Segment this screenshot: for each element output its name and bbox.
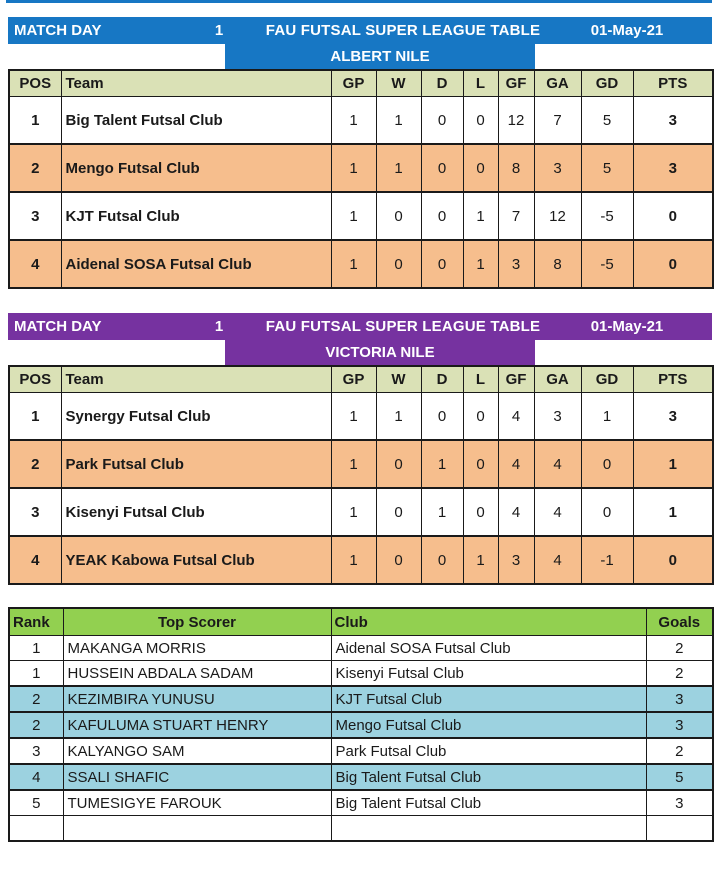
league-title: FAU FUTSAL SUPER LEAGUE TABLE (265, 318, 541, 335)
pos-cell: 2 (9, 144, 61, 192)
column-header-w: W (376, 70, 421, 97)
column-header-gd: GD (581, 366, 633, 393)
scorer-row (9, 764, 713, 790)
column-header-l: L (463, 366, 498, 393)
scorer-cell (63, 816, 331, 842)
team-name-cell: KJT Futsal Club (61, 192, 331, 240)
column-header-ga: GA (534, 70, 581, 97)
rank-cell: 1 (9, 661, 63, 687)
top-edge-band (6, 0, 712, 3)
team-row (9, 192, 713, 240)
column-header-top-scorer: Top Scorer (63, 608, 331, 636)
gp-cell: 1 (331, 144, 376, 192)
l-cell: 0 (463, 97, 498, 145)
ga-cell: 3 (534, 144, 581, 192)
d-cell: 0 (421, 536, 463, 584)
l-cell: 0 (463, 440, 498, 488)
column-header-ga: GA (534, 366, 581, 393)
scorer-row (9, 712, 713, 738)
league-header-row (9, 70, 713, 97)
l-cell: 1 (463, 240, 498, 288)
ga-cell: 8 (534, 240, 581, 288)
team-name-cell: Kisenyi Futsal Club (61, 488, 331, 536)
team-row (9, 240, 713, 288)
column-header-pos: POS (9, 366, 61, 393)
match-day-label: MATCH DAY (14, 318, 102, 335)
column-header-club: Club (331, 608, 646, 636)
scorer-row (9, 816, 713, 842)
ga-cell: 7 (534, 97, 581, 145)
scorer-cell: MAKANGA MORRIS (63, 636, 331, 661)
gf-cell: 4 (498, 393, 534, 441)
team-name-cell: YEAK Kabowa Futsal Club (61, 536, 331, 584)
scorer-cell: TUMESIGYE FAROUK (63, 790, 331, 816)
w-cell: 0 (376, 440, 421, 488)
pos-cell: 2 (9, 440, 61, 488)
match-day-banner (8, 313, 712, 340)
club-cell: Big Talent Futsal Club (331, 764, 646, 790)
club-cell: Kisenyi Futsal Club (331, 661, 646, 687)
column-header-pts: PTS (633, 70, 713, 97)
column-header-team: Team (61, 70, 331, 97)
rank-cell: 2 (9, 686, 63, 712)
gf-cell: 8 (498, 144, 534, 192)
pts-cell: 1 (633, 440, 713, 488)
goals-cell (646, 816, 713, 842)
column-header-gd: GD (581, 70, 633, 97)
club-cell: Park Futsal Club (331, 738, 646, 764)
scorer-row (9, 738, 713, 764)
gf-cell: 12 (498, 97, 534, 145)
ga-cell: 4 (534, 488, 581, 536)
w-cell: 0 (376, 488, 421, 536)
scorer-cell: KAFULUMA STUART HENRY (63, 712, 331, 738)
club-cell (331, 816, 646, 842)
gf-cell: 3 (498, 536, 534, 584)
scorer-cell: KEZIMBIRA YUNUSU (63, 686, 331, 712)
rank-cell (9, 816, 63, 842)
team-name-cell: Park Futsal Club (61, 440, 331, 488)
pts-cell: 0 (633, 192, 713, 240)
w-cell: 1 (376, 144, 421, 192)
rank-cell: 2 (9, 712, 63, 738)
team-row (9, 536, 713, 584)
l-cell: 1 (463, 192, 498, 240)
gp-cell: 1 (331, 440, 376, 488)
match-date: 01-May-21 (590, 22, 664, 39)
team-row (9, 440, 713, 488)
scorer-cell: KALYANGO SAM (63, 738, 331, 764)
scorer-row (9, 636, 713, 661)
pts-cell: 3 (633, 97, 713, 145)
gp-cell: 1 (331, 97, 376, 145)
w-cell: 0 (376, 536, 421, 584)
ga-cell: 4 (534, 440, 581, 488)
top-scorers-table (8, 607, 714, 842)
pos-cell: 3 (9, 192, 61, 240)
l-cell: 1 (463, 536, 498, 584)
team-row (9, 393, 713, 441)
column-header-rank: Rank (9, 608, 63, 636)
gd-cell: 0 (581, 440, 633, 488)
club-cell: Big Talent Futsal Club (331, 790, 646, 816)
d-cell: 1 (421, 440, 463, 488)
column-header-d: D (421, 366, 463, 393)
team-row (9, 97, 713, 145)
d-cell: 0 (421, 192, 463, 240)
team-name-cell: Mengo Futsal Club (61, 144, 331, 192)
d-cell: 0 (421, 240, 463, 288)
goals-cell: 3 (646, 686, 713, 712)
match-day-number: 1 (214, 318, 224, 335)
d-cell: 0 (421, 144, 463, 192)
w-cell: 1 (376, 393, 421, 441)
team-row (9, 144, 713, 192)
w-cell: 0 (376, 240, 421, 288)
team-name-cell: Synergy Futsal Club (61, 393, 331, 441)
gd-cell: -5 (581, 240, 633, 288)
scorer-row (9, 790, 713, 816)
club-cell: Mengo Futsal Club (331, 712, 646, 738)
pts-cell: 0 (633, 536, 713, 584)
goals-cell: 2 (646, 636, 713, 661)
division-band (225, 340, 535, 365)
pos-cell: 1 (9, 393, 61, 441)
scorer-row (9, 686, 713, 712)
d-cell: 0 (421, 393, 463, 441)
scorer-cell: HUSSEIN ABDALA SADAM (63, 661, 331, 687)
section-spacer (8, 585, 719, 607)
pts-cell: 3 (633, 393, 713, 441)
column-header-gf: GF (498, 366, 534, 393)
league-header-row (9, 366, 713, 393)
l-cell: 0 (463, 144, 498, 192)
gp-cell: 1 (331, 393, 376, 441)
goals-cell: 3 (646, 790, 713, 816)
match-day-label: MATCH DAY (14, 22, 102, 39)
gd-cell: 5 (581, 97, 633, 145)
league-section-albert-nile (8, 17, 719, 289)
gd-cell: 5 (581, 144, 633, 192)
column-header-gf: GF (498, 70, 534, 97)
match-date: 01-May-21 (590, 318, 664, 335)
gf-cell: 3 (498, 240, 534, 288)
pos-cell: 4 (9, 536, 61, 584)
goals-cell: 3 (646, 712, 713, 738)
rank-cell: 4 (9, 764, 63, 790)
pos-cell: 4 (9, 240, 61, 288)
column-header-gp: GP (331, 70, 376, 97)
l-cell: 0 (463, 488, 498, 536)
match-day-banner (8, 17, 712, 44)
gp-cell: 1 (331, 536, 376, 584)
ga-cell: 3 (534, 393, 581, 441)
goals-cell: 5 (646, 764, 713, 790)
scorers-header-row (9, 608, 713, 636)
pts-cell: 0 (633, 240, 713, 288)
league-table-victoria-nile (8, 365, 714, 585)
gf-cell: 4 (498, 440, 534, 488)
gd-cell: -5 (581, 192, 633, 240)
gd-cell: 1 (581, 393, 633, 441)
rank-cell: 1 (9, 636, 63, 661)
division-band (225, 44, 535, 69)
scorer-cell: SSALI SHAFIC (63, 764, 331, 790)
column-header-goals: Goals (646, 608, 713, 636)
team-row (9, 488, 713, 536)
column-header-w: W (376, 366, 421, 393)
gd-cell: 0 (581, 488, 633, 536)
pts-cell: 3 (633, 144, 713, 192)
division-name: VICTORIA NILE (325, 344, 435, 361)
section-spacer (8, 289, 719, 313)
scorer-row (9, 661, 713, 687)
league-table-albert-nile (8, 69, 714, 289)
w-cell: 1 (376, 97, 421, 145)
gp-cell: 1 (331, 192, 376, 240)
ga-cell: 4 (534, 536, 581, 584)
w-cell: 0 (376, 192, 421, 240)
gd-cell: -1 (581, 536, 633, 584)
gf-cell: 7 (498, 192, 534, 240)
column-header-d: D (421, 70, 463, 97)
team-name-cell: Aidenal SOSA Futsal Club (61, 240, 331, 288)
league-title: FAU FUTSAL SUPER LEAGUE TABLE (265, 22, 541, 39)
column-header-gp: GP (331, 366, 376, 393)
column-header-team: Team (61, 366, 331, 393)
division-name: ALBERT NILE (330, 48, 430, 65)
pos-cell: 1 (9, 97, 61, 145)
pos-cell: 3 (9, 488, 61, 536)
goals-cell: 2 (646, 738, 713, 764)
club-cell: KJT Futsal Club (331, 686, 646, 712)
pts-cell: 1 (633, 488, 713, 536)
goals-cell: 2 (646, 661, 713, 687)
gp-cell: 1 (331, 488, 376, 536)
gp-cell: 1 (331, 240, 376, 288)
column-header-l: L (463, 70, 498, 97)
team-name-cell: Big Talent Futsal Club (61, 97, 331, 145)
club-cell: Aidenal SOSA Futsal Club (331, 636, 646, 661)
column-header-pos: POS (9, 70, 61, 97)
l-cell: 0 (463, 393, 498, 441)
d-cell: 1 (421, 488, 463, 536)
d-cell: 0 (421, 97, 463, 145)
ga-cell: 12 (534, 192, 581, 240)
column-header-pts: PTS (633, 366, 713, 393)
rank-cell: 3 (9, 738, 63, 764)
gf-cell: 4 (498, 488, 534, 536)
rank-cell: 5 (9, 790, 63, 816)
match-day-number: 1 (214, 22, 224, 39)
league-section-victoria-nile (8, 313, 719, 585)
